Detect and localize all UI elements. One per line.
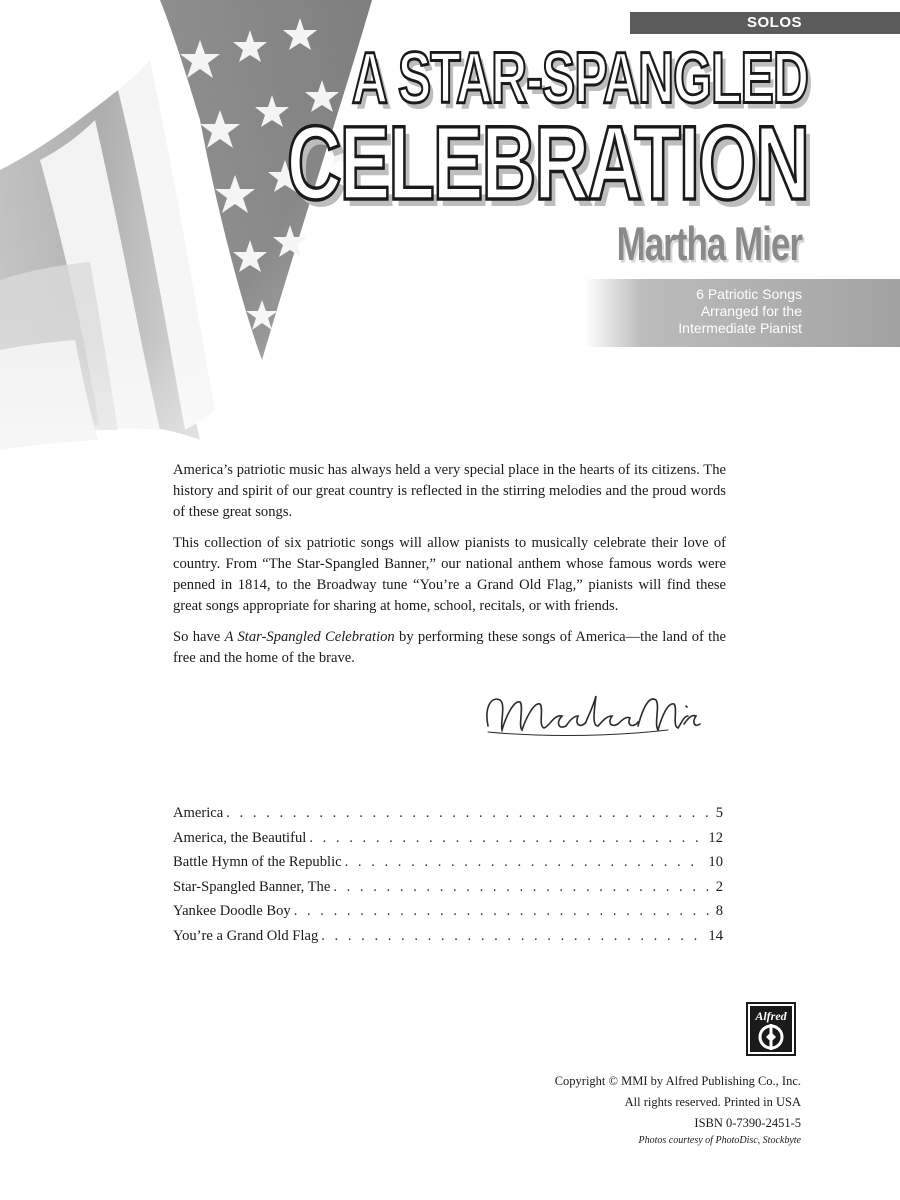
toc-entry (173, 830, 723, 855)
book-title-italic: A Star-Spangled Celebration (224, 629, 395, 645)
toc-leader-dots (333, 879, 709, 896)
toc-entry-title: Battle Hymn of the Republic (173, 854, 342, 870)
intro-paragraph (173, 627, 726, 669)
toc-entry-page: 12 (708, 829, 723, 846)
toc-entry-page: 8 (715, 903, 723, 919)
toc-leader-dots (321, 928, 702, 945)
title-line-2: CELEBRATION (286, 105, 808, 223)
toc-leader-dots (294, 903, 710, 920)
introduction (173, 460, 726, 679)
subtitle-line: Arranged for the (700, 303, 802, 319)
toc-entry-title: America, the Beautiful (173, 829, 307, 846)
intro-paragraph: This collection of six patriotic songs will allow pianists to musically celebrate their love of country. From “The Star-Spangled Banner,” our national anthem whose famous words were penned in 1814, to the Broadway tune “You’re a Grand Old Flag,” pianists will find these great songs appropriate for sharing at home, school, recitals, or with friends. (173, 535, 726, 614)
toc-leader-dots (226, 805, 709, 822)
toc-entry-title: America (173, 805, 224, 821)
toc-entry (173, 879, 723, 904)
intro-text: by performing these songs of America—the land of the free and the home of the brave. (173, 629, 726, 666)
toc-entry-title: You’re a Grand Old Flag (173, 927, 319, 944)
category-banner (630, 12, 900, 34)
alfred-logo (746, 1002, 796, 1056)
author-signature (478, 686, 703, 748)
toc-entry-page: 14 (708, 927, 723, 944)
copyright-block (555, 1071, 801, 1148)
photo-credit: Photos courtesy of PhotoDisc, Stockbyte (638, 1135, 801, 1146)
intro-paragraph: America’s patriotic music has always held a very special place in the hearts of its citizens. The history and spirit of our great country is reflected in the stirring melodies and the proud words of these great songs. (173, 462, 726, 520)
toc-leader-dots (309, 830, 702, 847)
toc-leader-dots (345, 854, 703, 871)
intro-text: So have (173, 629, 225, 645)
toc-entry-title: Yankee Doodle Boy (173, 903, 291, 919)
table-of-contents (173, 805, 723, 952)
toc-entry (173, 854, 723, 879)
isbn-line: ISBN 0-7390-2451-5 (694, 1116, 801, 1130)
rights-line: All rights reserved. Printed in USA (624, 1095, 801, 1109)
copyright-line: Copyright © MMI by Alfred Publishing Co., Inc. (554, 1074, 801, 1088)
toc-entry-title: Star-Spangled Banner, The (173, 878, 331, 895)
toc-entry (173, 805, 723, 830)
subtitle (678, 286, 802, 337)
title-line-1: A STAR-SPANGLED (351, 37, 808, 119)
author-name: Martha Mier (616, 218, 802, 271)
subtitle-line: Intermediate Pianist (678, 320, 802, 336)
toc-entry-page: 5 (715, 805, 723, 821)
logo-wordmark: Alfred (755, 1009, 787, 1023)
subtitle-line: 6 Patriotic Songs (696, 286, 802, 302)
toc-entry-page: 10 (708, 854, 723, 870)
category-label: SOLOS (746, 14, 802, 31)
toc-entry (173, 928, 723, 953)
toc-entry-page: 2 (715, 878, 723, 895)
toc-entry (173, 903, 723, 928)
